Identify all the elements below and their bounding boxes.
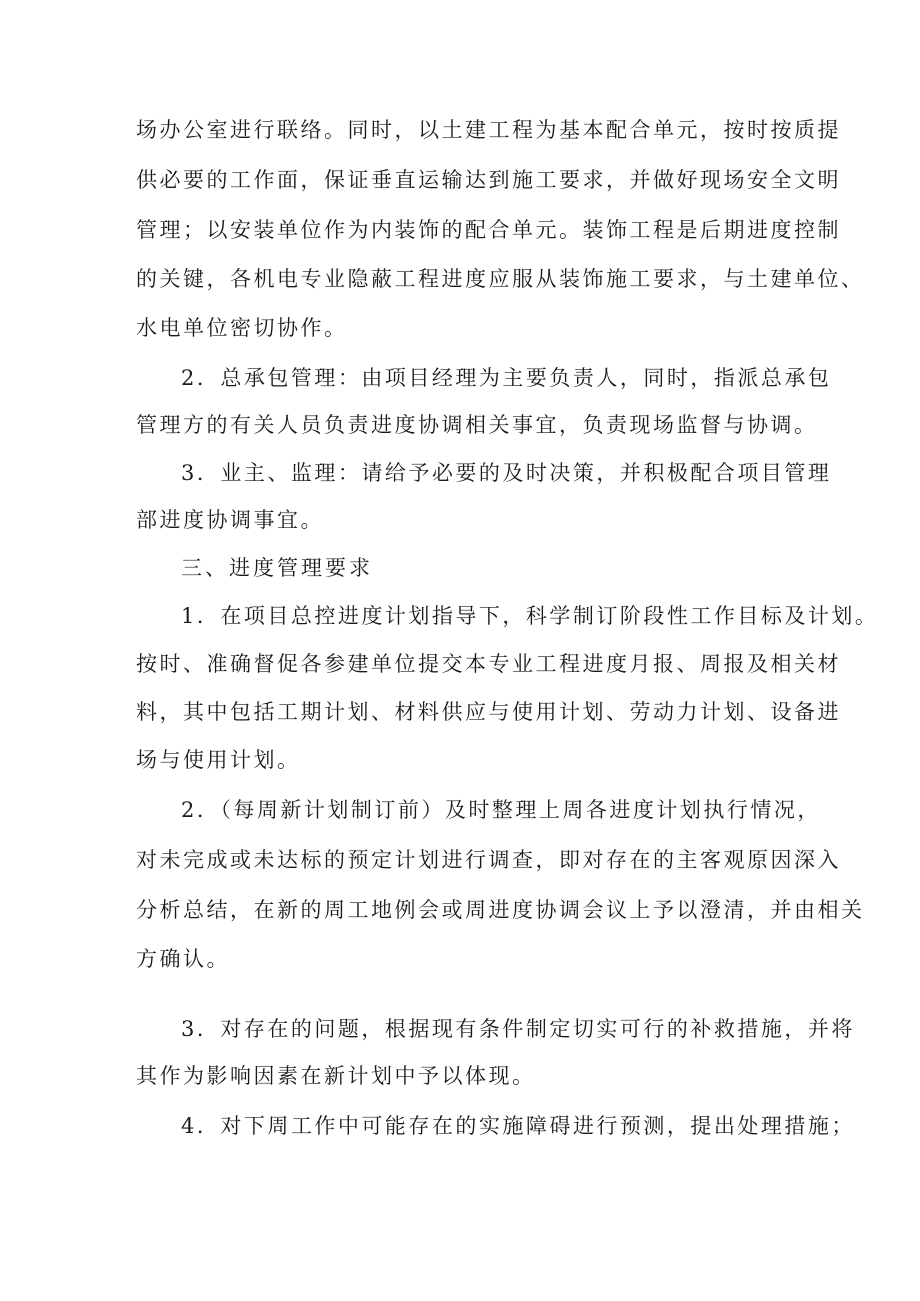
paragraph-line: 料，其中包括工期计划、材料供应与使用计划、劳动力计划、设备进 [136,700,841,724]
paragraph-line: 3．对存在的问题，根据现有条件制定切实可行的补救措施，并将 [181,1017,855,1041]
paragraph-line: 2．总承包管理：由项目经理为主要负责人，同时，指派总承包 [181,366,832,390]
paragraph-line: 部进度协调事宜。 [136,508,324,532]
paragraph-line: 按时、准确督促各参建单位提交本专业工程进度月报、周报及相关材 [136,652,841,676]
paragraph-line: 方确认。 [136,947,230,971]
paragraph-line: 场与使用计划。 [136,748,301,772]
paragraph-line: 1．在项目总控进度计划指导下，科学制订阶段性工作目标及计划。 [181,604,879,628]
paragraph-line: 供必要的工作面，保证垂直运输达到施工要求，并做好现场安全文明 [136,168,841,192]
paragraph-line: 的关键，各机电专业隐蔽工程进度应服从装饰施工要求，与土建单位、 [136,267,865,291]
paragraph-line: 分析总结，在新的周工地例会或周进度协调会议上予以澄清，并由相关 [136,898,865,922]
paragraph-line: 3．业主、监理：请给予必要的及时决策，并积极配合项目管理 [181,461,832,485]
paragraph-line: 管理方的有关人员负责进度协调相关事宜，负责现场监督与协调。 [136,413,818,437]
section-heading: 三、进度管理要求 [181,556,373,580]
paragraph-line: 水电单位密切协作。 [136,316,348,340]
paragraph-line: 4．对下周工作中可能存在的实施障碍进行预测，提出处理措施； [181,1114,855,1138]
paragraph-line: 其作为影响因素在新计划中予以体现。 [136,1064,536,1088]
paragraph-line: 管理；以安装单位作为内装饰的配合单元。装饰工程是后期进度控制 [136,218,841,242]
paragraph-line: 对未完成或未达标的预定计划进行调查，即对存在的主客观原因深入 [136,848,841,872]
paragraph-line: 场办公室进行联络。同时，以土建工程为基本配合单元，按时按质提 [136,118,841,142]
paragraph-line: 2．（每周新计划制订前）及时整理上周各进度计划执行情况， [181,798,821,822]
